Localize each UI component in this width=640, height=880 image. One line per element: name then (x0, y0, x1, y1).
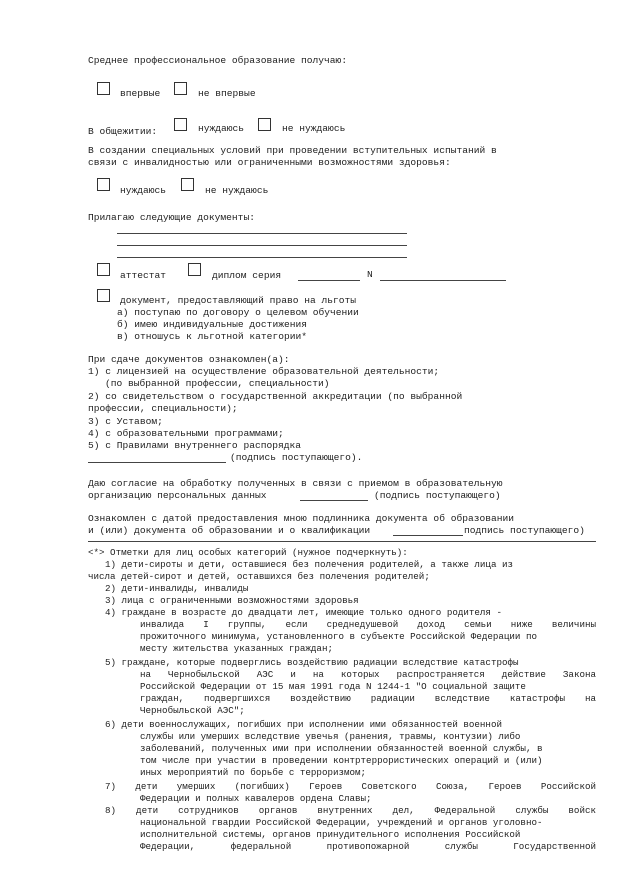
document-line-2[interactable] (117, 245, 407, 246)
diploma-series-label: диплом серия (212, 270, 282, 281)
familiar-item-3: 3) с Уставом; (88, 416, 163, 427)
dorm-need-checkbox[interactable] (174, 118, 187, 131)
note-6-line-2: службы или умерших вследствие увечья (ранения, травмы, контузии) либо (140, 731, 521, 742)
familiar-item-2: 2) со свидетельством о государственной аккредитации (по выбранной (88, 391, 463, 402)
originals-line-1: Ознакомлен с датой предоставления мною подлинника документа об образовании (88, 513, 515, 524)
special-need-checkbox[interactable] (97, 178, 110, 191)
note-6-line-4: том числе при участии в проведении контртеррористических операций и (или) (140, 755, 543, 766)
familiar-item-1: 1) с лицензией на осуществление образовательной деятельности; (88, 366, 440, 377)
not-first-time-checkbox[interactable] (174, 82, 187, 95)
not-first-time-label: не впервые (198, 88, 256, 99)
note-1-line-2: числа детей-сирот и детей, оставшихся без полечения родителей; (88, 571, 430, 582)
note-5-line-4: граждан, подвергшихся воздействию радиации вследствие катастрофы на (140, 693, 596, 704)
originals-signature-label: подпись поступающего) (464, 525, 585, 536)
separator-line (88, 541, 596, 542)
special-not-need-checkbox[interactable] (181, 178, 194, 191)
diploma-number-field[interactable] (380, 280, 506, 281)
first-time-label: впервые (120, 88, 161, 99)
special-need-label: нуждаюсь (120, 185, 167, 196)
familiar-item-5: 5) с Правилами внутреннего распорядка (88, 440, 302, 451)
note-8-line-1: 8) дети сотрудников органов внутренних дел, Федеральной службы войск (105, 805, 596, 816)
note-5-line-2: на Чернобыльской АЭС и на которых распространяется действие Закона (140, 669, 596, 680)
familiar-signature-field[interactable] (88, 462, 226, 463)
consent-line-1: Даю согласие на обработку полученных в связи с приемом в образовательную (88, 478, 503, 489)
note-7-line-1: 7) дети умерших (погибших) Героев Советского Союза, Героев Российской (105, 781, 596, 792)
note-1-line-1: 1) дети-сироты и дети, оставшиеся без полечения родителей, а также лица из (105, 559, 513, 570)
benefit-option-c: в) отношусь к льготной категории* (117, 331, 307, 342)
originals-signature-field[interactable] (393, 535, 463, 536)
note-4-line-2: инвалида I группы, если среднедушевой доход семьи ниже величины (140, 619, 596, 630)
familiar-heading: При сдаче документов ознакомлен(а): (88, 354, 290, 365)
benefit-option-b: б) имею индивидуальные достижения (117, 319, 307, 330)
note-6-line-5: иных мероприятий по борьбе с терроризмом; (140, 767, 367, 778)
note-4-line-4: месту жительства указанных граждан; (140, 643, 333, 654)
notes-heading: <*> Отметки для лиц особых категорий (нужное подчеркнуть): (88, 547, 408, 558)
familiar-item-4: 4) с образовательными программами; (88, 428, 284, 439)
note-4-line-3: прожиточного минимума, установленного в субъекте Российской Федерации по (140, 631, 537, 642)
note-8-line-2: национальной гвардии Российской Федерации, учреждений и органов уголовно- (140, 817, 543, 828)
consent-signature-field[interactable] (300, 500, 368, 501)
familiar-signature-label: (подпись поступающего). (230, 452, 363, 463)
special-conditions-line-1: В создании специальных условий при проведении вступительных испытаний в (88, 145, 497, 156)
benefit-document-checkbox[interactable] (97, 289, 110, 302)
consent-signature-label: (подпись поступающего) (374, 490, 501, 501)
familiar-item-2-cont: профессии, специальности); (88, 403, 238, 414)
dorm-label: В общежитии: (88, 126, 158, 137)
consent-line-2: организацию персональных данных (88, 490, 267, 501)
special-not-need-label: не нуждаюсь (205, 185, 269, 196)
familiar-item-1-note: (по выбранной профессии, специальности) (105, 378, 330, 389)
first-time-checkbox[interactable] (97, 82, 110, 95)
note-8-line-3: исполнительной системы, органов принудительного исполнения Российской (140, 829, 521, 840)
document-line-1[interactable] (117, 233, 407, 234)
note-5-line-5: Чернобыльской АЭС"; (140, 705, 245, 716)
certificate-label: аттестат (120, 270, 167, 281)
dorm-not-need-checkbox[interactable] (258, 118, 271, 131)
certificate-checkbox[interactable] (97, 263, 110, 276)
note-6-line-1: 6) дети военнослужащих, погибших при исполнении ими обязанностей военной (105, 719, 502, 730)
note-8-line-4: Федерации, федеральной противопожарной службы Государственной (140, 841, 596, 852)
diploma-checkbox[interactable] (188, 263, 201, 276)
note-6-line-3: заболеваний, полученных ими при исполнении обязанностей военной службы, в (140, 743, 543, 754)
originals-line-2: и (или) документа об образовании и о квалификации (88, 525, 371, 536)
benefit-option-a: а) поступаю по договору о целевом обучении (117, 307, 359, 318)
document-line-3[interactable] (117, 257, 407, 258)
note-4-line-1: 4) граждане в возрасте до двадцати лет, имеющие только одного родителя - (105, 607, 502, 618)
note-5-line-1: 5) граждане, которые подверглись воздействию радиации вследствие катастрофы (105, 657, 519, 668)
note-7-line-2: Федерации и полных кавалеров ордена Славы; (140, 793, 372, 804)
note-3: 3) лица с ограниченными возможностями здоровья (105, 595, 359, 606)
diploma-series-field[interactable] (298, 280, 360, 281)
dorm-not-need-label: не нуждаюсь (282, 123, 346, 134)
attach-heading: Прилагаю следующие документы: (88, 212, 255, 223)
note-2: 2) дети-инвалиды, инвалиды (105, 583, 249, 594)
special-conditions-line-2: связи с инвалидностью или ограниченными возможностями здоровья: (88, 157, 451, 168)
education-heading: Среднее профессиональное образование получаю: (88, 55, 348, 66)
dorm-need-label: нуждаюсь (198, 123, 245, 134)
benefit-document-label: документ, предоставляющий право на льготы (120, 295, 357, 306)
note-5-line-3: Российской Федерации от 15 мая 1991 года N 1244-1 "О социальной защите (140, 681, 526, 692)
number-sign: N (367, 269, 373, 280)
